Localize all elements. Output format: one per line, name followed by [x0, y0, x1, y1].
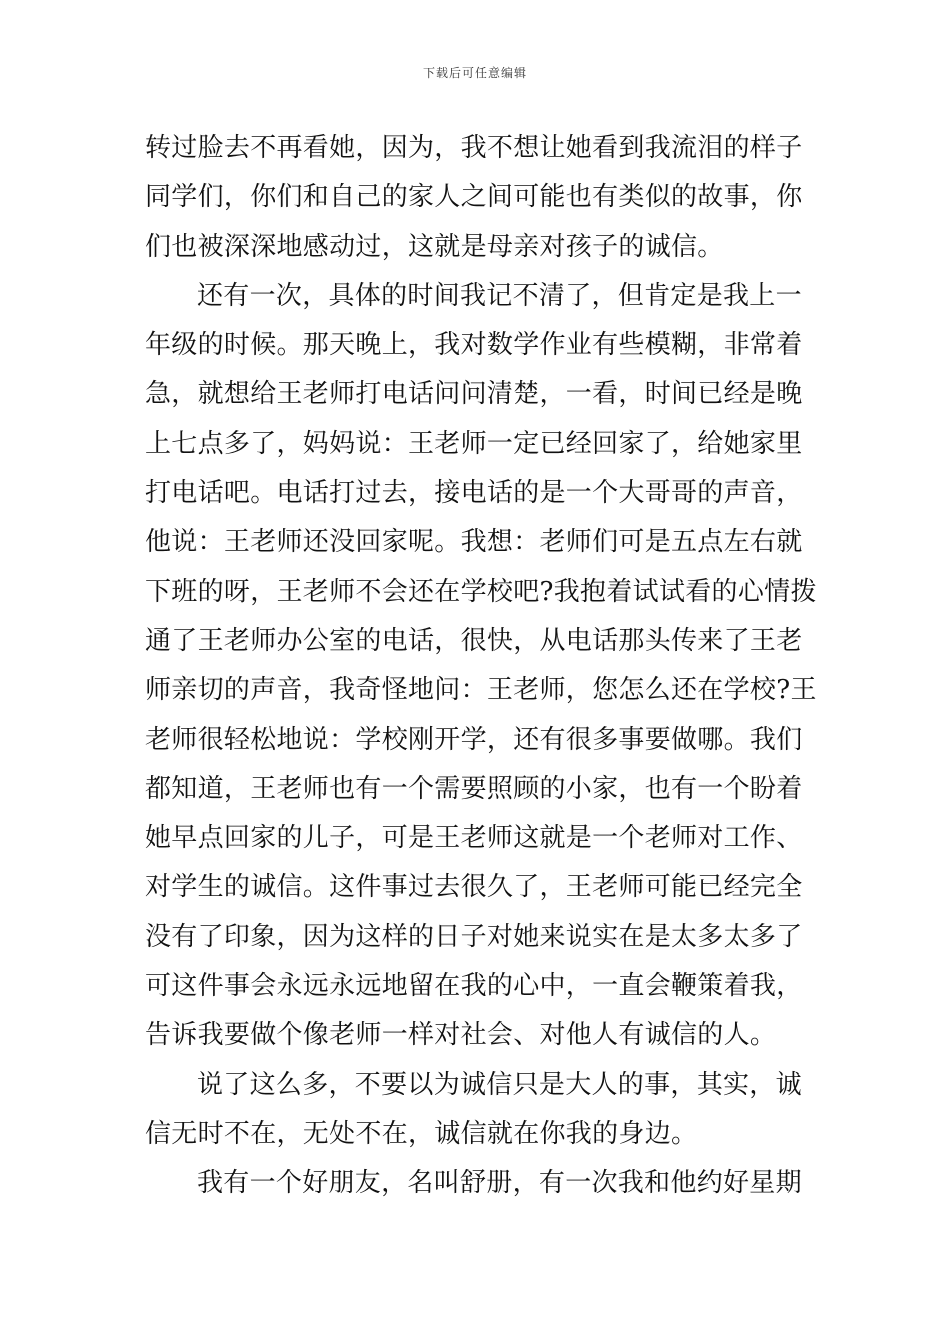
text-line: 年级的时候。那天晚上，我对数学作业有些模糊，非常着	[145, 330, 803, 361]
text-line: 我有一个好朋友，名叫舒册，有一次我和他约好星期	[197, 1168, 802, 1199]
text-line: 转过脸去不再看她，因为，我不想让她看到我流泪的样子	[145, 133, 803, 163]
text-line: 老师很轻松地说：学校刚开学，还有很多事要做哪。我们	[145, 724, 803, 755]
text-line: 他说：王老师还没回家呢。我想：老师们可是五点左右就	[145, 527, 803, 558]
text-line: 她早点回家的儿子，可是王老师这就是一个老师对工作、	[145, 823, 803, 854]
text-line: 对学生的诚信。这件事过去很久了，王老师可能已经完全	[145, 872, 803, 903]
text-line: 打电话吧。电话打过去，接电话的是一个大哥哥的声音，	[145, 478, 803, 509]
text-line: 通了王老师办公室的电话，很快，从电话那头传来了王老	[145, 625, 803, 656]
text-line: 都知道，王老师也有一个需要照顾的小家，也有一个盼着	[145, 773, 803, 804]
text-line: 们也被深深地感动过，这就是母亲对孩子的诚信。	[145, 231, 724, 262]
text-line: 可这件事会永远永远地留在我的心中，一直会鞭策着我，	[145, 971, 803, 1002]
text-line: 同学们，你们和自己的家人之间可能也有类似的故事，你	[145, 182, 803, 213]
text-line: 告诉我要做个像老师一样对社会、对他人有诚信的人。	[145, 1020, 777, 1051]
text-line: 没有了印象，因为这样的日子对她来说实在是太多太多了	[145, 921, 803, 952]
text-line: 信无时不在，无处不在，诚信就在你我的身边。	[145, 1118, 698, 1149]
text-line: 急，就想给王老师打电话问问清楚，一看，时间已经是晚	[145, 379, 803, 410]
text-line: 下班的呀，王老师不会还在学校吧?我抱着试试看的心情拨	[145, 576, 817, 607]
text-line: 师亲切的声音，我奇怪地问：王老师，您怎么还在学校?王	[145, 675, 817, 706]
document-body	[145, 124, 817, 1209]
text-line: 上七点多了，妈妈说：王老师一定已经回家了，给她家里	[145, 428, 803, 459]
text-line: 还有一次，具体的时间我记不清了，但肯定是我上一	[197, 280, 802, 311]
page-header: 下载后可任意编辑	[422, 66, 527, 80]
text-line: 说了这么多，不要以为诚信只是大人的事，其实，诚	[197, 1069, 802, 1100]
